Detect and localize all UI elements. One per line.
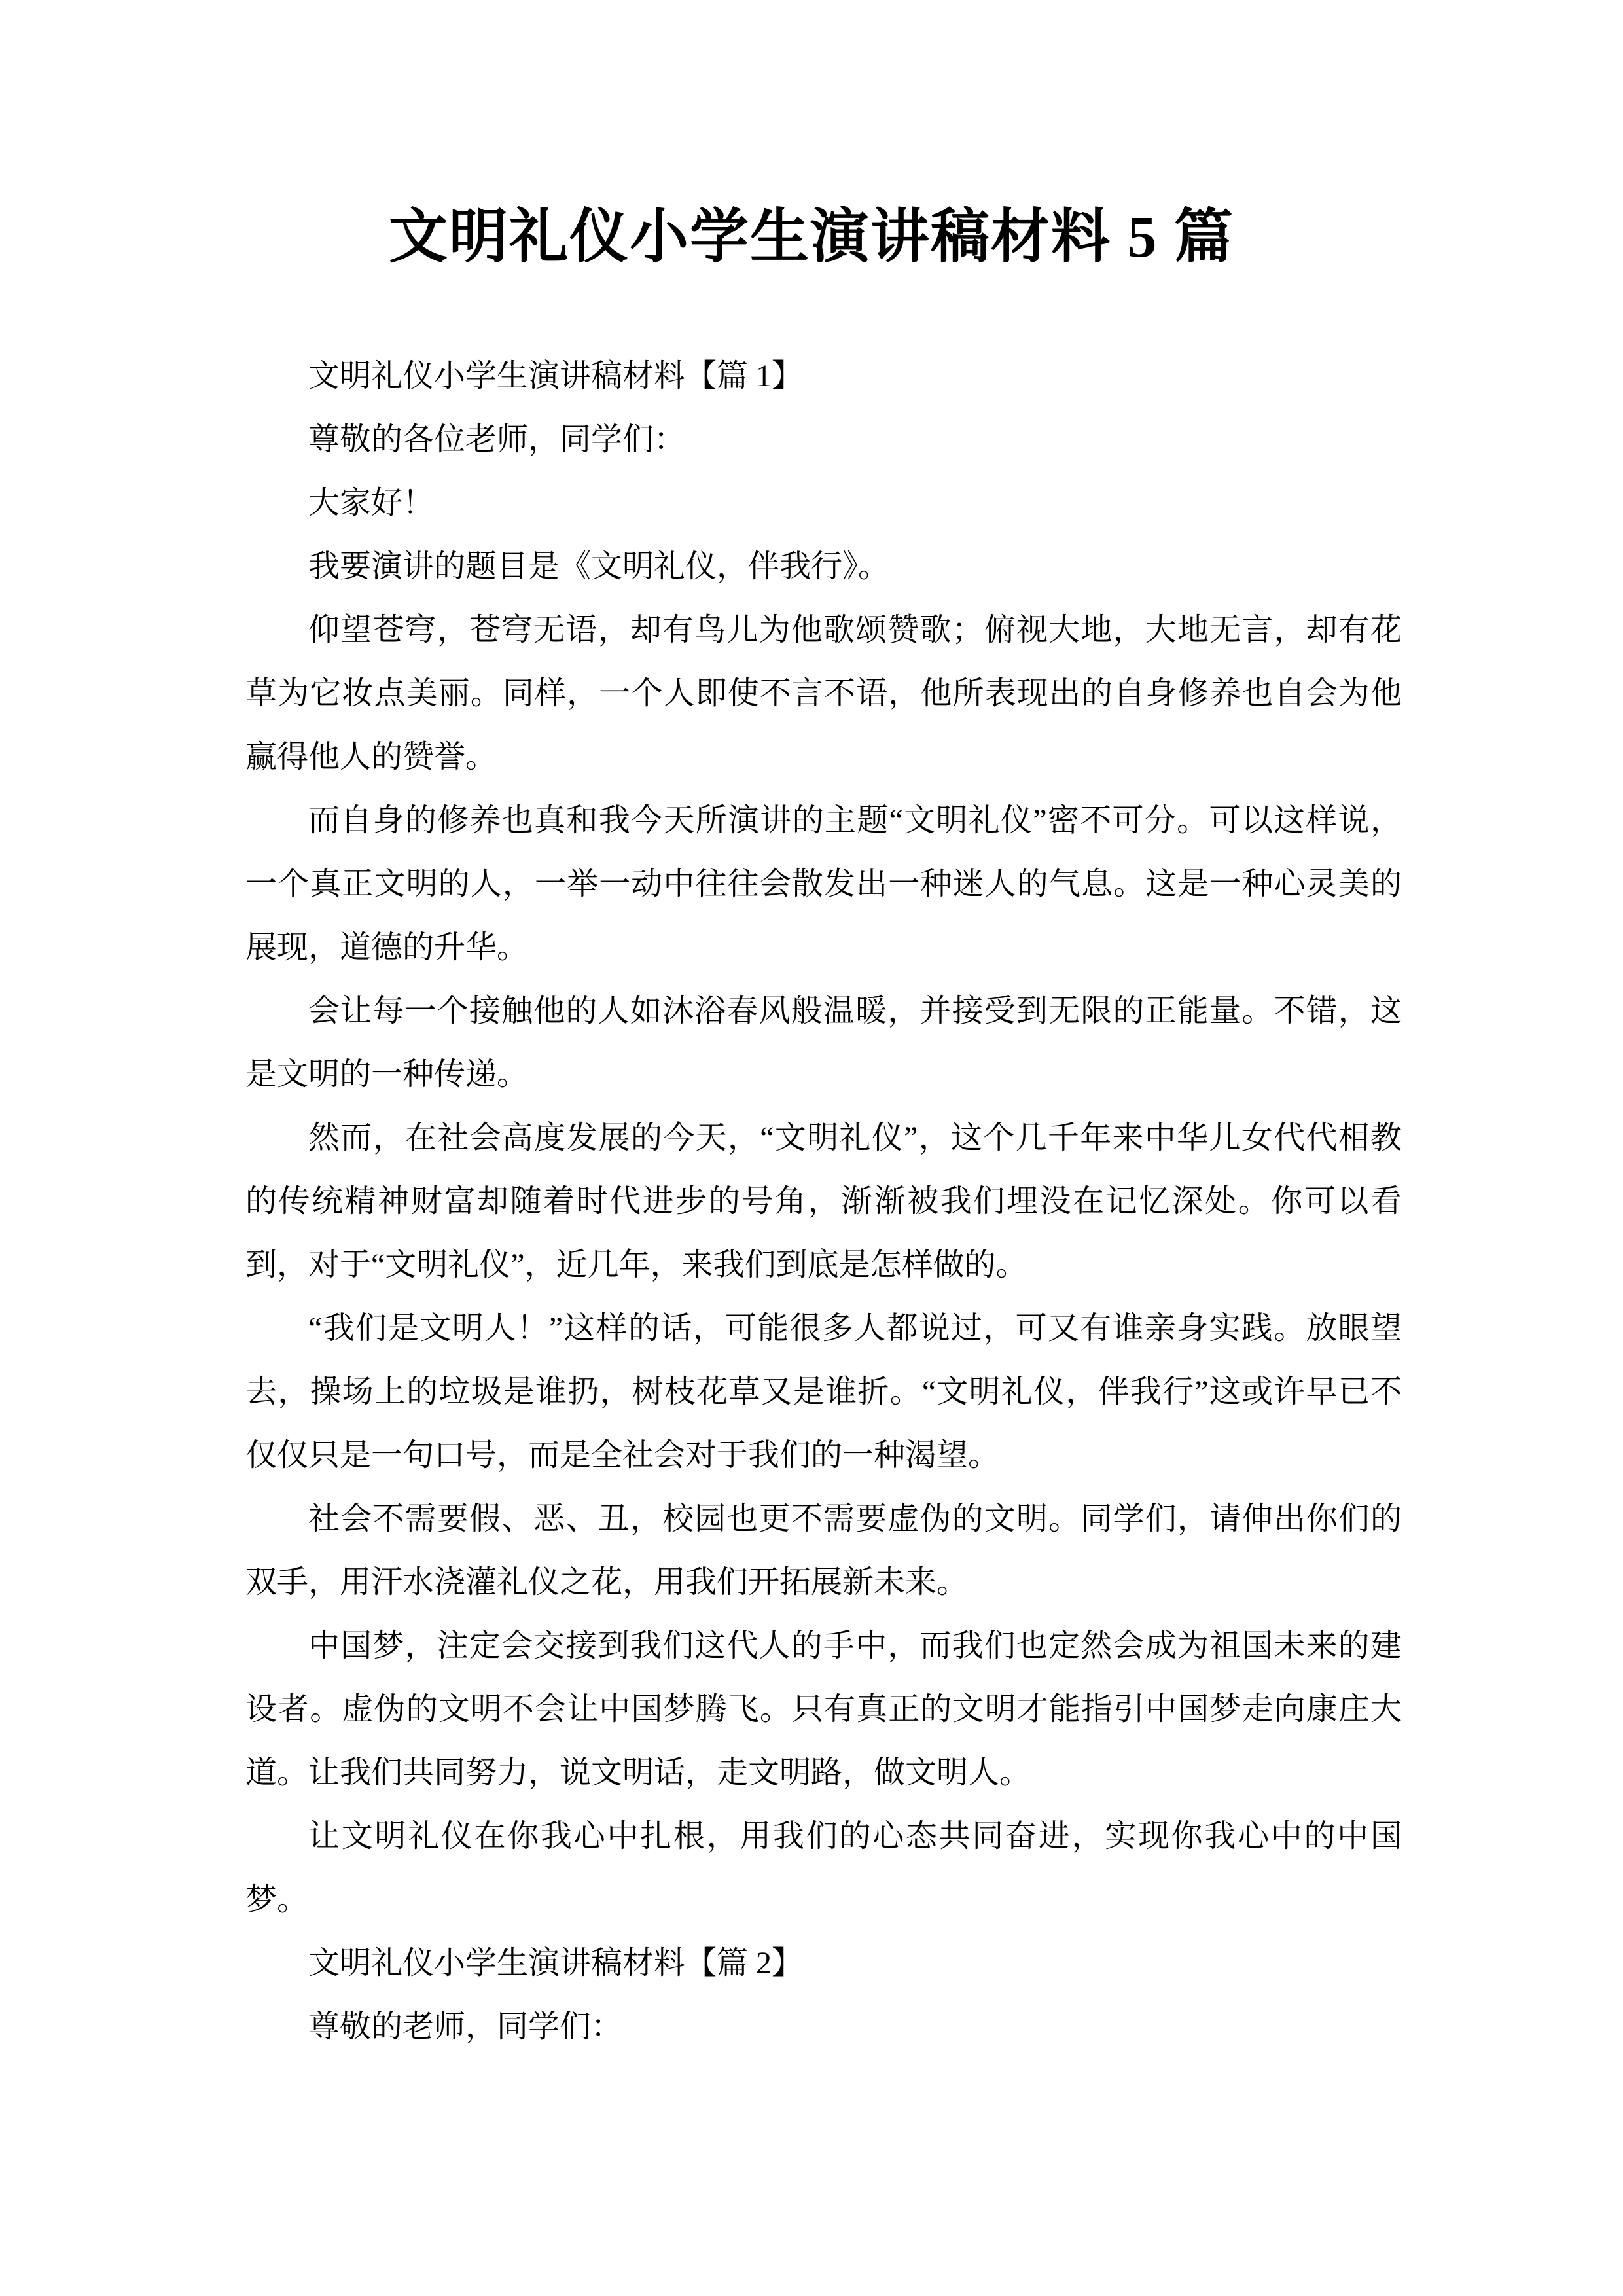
- document-body: [0, 344, 1623, 2058]
- paragraph: 尊敬的各位老师，同学们：: [308, 422, 686, 457]
- paragraph: 大家好！: [308, 486, 435, 520]
- paragraph: 让文明礼仪在你我心中扎根，用我们的心态共同奋进，实现你我心中的中国梦。: [245, 1819, 1402, 1917]
- paragraph: 文明礼仪小学生演讲稿材料【篇 2】: [308, 1946, 804, 1981]
- paragraph: 而自身的修养也真和我今天所演讲的主题“文明礼仪”密不可分。可以这样说，一个真正文明的人，一举一动中往往会散发出一种迷人的气息。这是一种心灵美的展现，道德的升华。: [245, 803, 1402, 965]
- paragraph: 然而，在社会高度发展的今天，“文明礼仪”，这个几千年来中华儿女代代相教的传统精神财富却随着时代进步的号角，渐渐被我们埋没在记忆深处。你可以看到，对于“文明礼仪”，近几年，来我们到底是怎样做的。: [245, 1121, 1402, 1282]
- paragraph: 中国梦，注定会交接到我们这代人的手中，而我们也定然会成为祖国未来的建设者。虚伪的文明不会让中国梦腾飞。只有真正的文明才能指引中国梦走向康庄大道。让我们共同努力，说文明话，走文明路，做文明人。: [245, 1628, 1402, 1790]
- paragraph: 仰望苍穹，苍穹无语，却有鸟儿为他歌颂赞歌；俯视大地，大地无言，却有花草为它妆点美丽。同样，一个人即使不言不语，他所表现出的自身修养也自会为他赢得他人的赞誉。: [245, 613, 1402, 774]
- paragraph: 会让每一个接触他的人如沐浴春风般温暖，并接受到无限的正能量。不错，这是文明的一种传递。: [245, 994, 1402, 1092]
- paragraph: 尊敬的老师，同学们：: [308, 2009, 623, 2044]
- paragraph: “我们是文明人！”这样的话，可能很多人都说过，可又有谁亲身实践。放眼望去，操场上的垃圾是谁扔，树枝花草又是谁折。“文明礼仪，伴我行”这或许早已不仅仅只是一句口号，而是全社会对于我们的一种渴望。: [245, 1311, 1402, 1473]
- paragraph: 我要演讲的题目是《文明礼仪，伴我行》。: [308, 549, 890, 584]
- document-title: 文明礼仪小学生演讲稿材料 5 篇: [389, 205, 1234, 270]
- paragraph: 文明礼仪小学生演讲稿材料【篇 1】: [308, 359, 804, 393]
- paragraph: 社会不需要假、恶、丑，校园也更不需要虚伪的文明。同学们，请伸出你们的双手，用汗水浇灌礼仪之花，用我们开拓展新未来。: [245, 1501, 1402, 1600]
